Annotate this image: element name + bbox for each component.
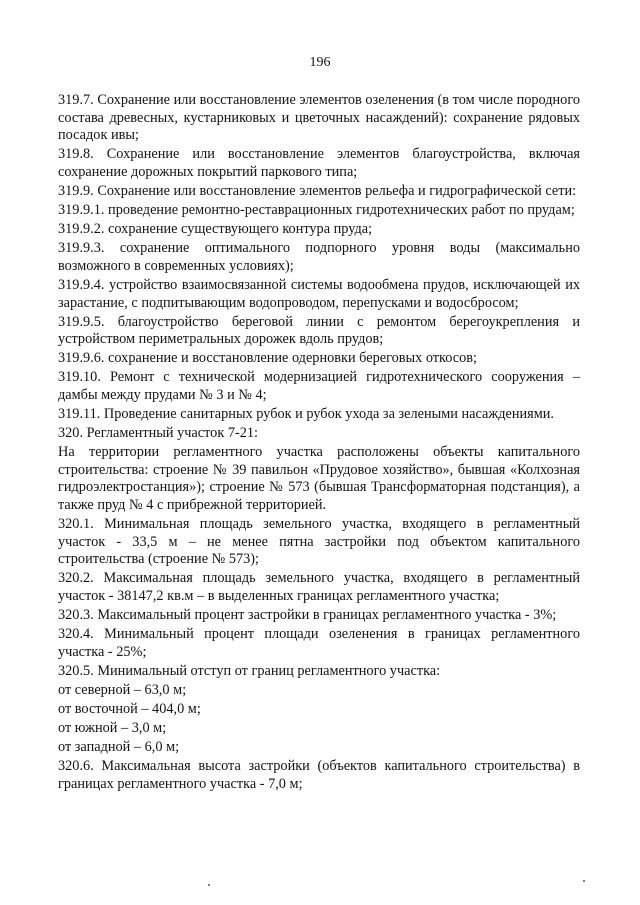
- paragraph-319-7: 319.7. Сохранение или восстановление элементов озеленения (в том числе породного состава древесных, кустарниковых и цветочных насаждений): сохранение рядовых посадок ивы;: [58, 92, 580, 144]
- paragraph-320-6: 320.6. Максимальная высота застройки (объектов капитального строительства) в границах регламентного участка - 7,0 м;: [58, 758, 580, 792]
- paragraph-319-9-5: 319.9.5. благоустройство береговой линии с ремонтом берегоукрепления и устройством периметральных дорожек вдоль прудов;: [58, 313, 580, 348]
- paragraph-320-1: 320.1. Минимальная площадь земельного участка, входящего в регламентный участок - 33,5 м – не менее пятна застройки под объектом капитального строительства (строение № 573);: [58, 516, 580, 568]
- body-text: [58, 92, 580, 794]
- paragraph-319-9-1: 319.9.1. проведение ремонтно-реставрационных гидротехнических работ по прудам;: [58, 202, 575, 219]
- setback-south: от южной – 3,0 м;: [58, 720, 167, 737]
- setback-east: от восточной – 404,0 м;: [58, 701, 201, 718]
- scan-speck: [208, 884, 210, 886]
- paragraph-319-9-3: 319.9.3. сохранение оптимального подпорного уровня воды (максимально возможного в современных условиях);: [58, 240, 580, 274]
- setback-west: от западной – 6,0 м;: [58, 739, 180, 756]
- paragraph-320-intro: На территории регламентного участка расположены объекты капитального строительства: строение № 39 павильон «Прудовое хозяйство», бывшая «Колхозная гидроэлектростанция»); строение № 573 (бывшая Трансформаторная подстанция), а также пруд № 4 с прибрежной территорией.: [58, 444, 580, 514]
- paragraph-320-4: 320.4. Минимальный процент площади озеленения в границах регламентного участка - 25%;: [58, 626, 580, 660]
- paragraph-319-10: 319.10. Ремонт с технической модернизацией гидротехнического сооружения – дамбы между прудами № 3 и № 4;: [58, 369, 580, 403]
- paragraph-320-5: 320.5. Минимальный отступ от границ регламентного участка:: [58, 662, 441, 679]
- paragraph-319-11: 319.11. Проведение санитарных рубок и рубок ухода за зелеными насаждениями.: [58, 406, 554, 423]
- setback-north: от северной – 63,0 м;: [58, 682, 187, 698]
- paragraph-320-2: 320.2. Максимальная площадь земельного участка, входящего в регламентный участок - 38147,2 кв.м – в выделенных границах регламентного участка;: [58, 570, 580, 605]
- paragraph-319-9: 319.9. Сохранение или восстановление элементов рельефа и гидрографической сети:: [58, 182, 577, 199]
- paragraph-319-9-2: 319.9.2. сохранение существующего контура пруда;: [58, 221, 373, 238]
- page-number: 196: [309, 55, 331, 70]
- paragraph-319-9-6: 319.9.6. сохранение и восстановление одерновки береговых откосов;: [58, 350, 477, 367]
- paragraph-320: 320. Регламентный участок 7-21:: [58, 425, 259, 442]
- paragraph-319-8: 319.8. Сохранение или восстановление элементов благоустройства, включая сохранение дорожных покрытий паркового типа;: [58, 146, 580, 180]
- scan-speck: [583, 880, 585, 882]
- paragraph-320-3: 320.3. Максимальный процент застройки в границах регламентного участка - 3%;: [58, 607, 557, 624]
- paragraph-319-9-4: 319.9.4. устройство взаимосвязанной системы водообмена прудов, исключающей их зарастание, с подпитывающим водопроводом, перепусками и водосбросом;: [58, 276, 580, 311]
